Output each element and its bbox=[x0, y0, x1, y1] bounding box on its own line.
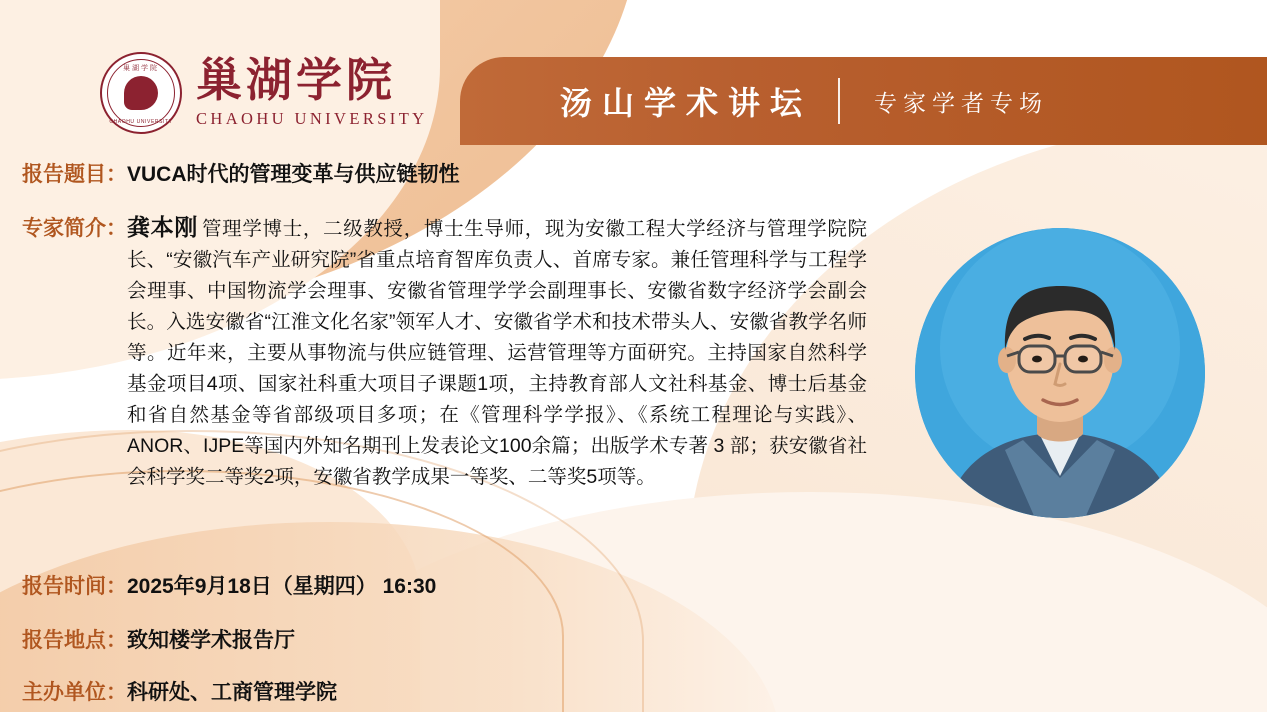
topic-label: 报告题目： bbox=[22, 163, 127, 186]
organizer-label: 主办单位： bbox=[22, 681, 127, 704]
banner-subtitle: 专家学者专场 bbox=[874, 90, 1049, 116]
speaker-portrait bbox=[915, 228, 1205, 518]
poster-header bbox=[0, 0, 1267, 145]
university-name-en: CHAOHU UNIVERSITY bbox=[196, 109, 428, 129]
bio-label: 专家简介： bbox=[22, 217, 127, 240]
university-name-block bbox=[196, 55, 428, 129]
banner-divider bbox=[838, 78, 840, 124]
place-label: 报告地点： bbox=[22, 629, 127, 652]
topic-row bbox=[22, 158, 460, 188]
place-row bbox=[22, 624, 295, 654]
time-row bbox=[22, 570, 436, 600]
bio-text: 管理学博士，二级教授，博士生导师，现为安徽工程大学经济与管理学院院长、“安徽汽车产业研究院”省重点培育智库负责人、首席专家。兼任管理科学与工程学会理事、中国物流学会理事、安徽省管理学学会副理事长、安徽省数字经济学会副会长。入选安徽省“江淮文化名家”领军人才、安徽省学术和技术带头人、安徽省教学名师等。近年来，主要从事物流与供应链管理、运营管理等方面研究。主持国家自然科学基金项目4项、国家社科重大项目子课题1项，主持教育部人文社科基金、博士后基金和省自然基金等省部级项目多项；在《管理科学学报》、《系统工程理论与实践》、ANOR、IJPE等国内外知名期刊上发表论文100余篇；出版学术专著 3 部；获安徽省社会科学奖二等奖2项，安徽省教学成果一等奖、二等奖5项等。 bbox=[127, 218, 867, 488]
time-label: 报告时间： bbox=[22, 575, 127, 598]
lecture-banner bbox=[460, 57, 1267, 145]
university-seal-icon bbox=[100, 52, 182, 134]
seal-top-text: 巢湖学院 bbox=[123, 65, 159, 72]
place-value: 致知楼学术报告厅 bbox=[127, 629, 295, 652]
university-logo bbox=[100, 52, 428, 134]
university-name-cn: 巢湖学院 bbox=[196, 55, 396, 107]
organizer-row bbox=[22, 676, 337, 706]
bio-body bbox=[127, 212, 867, 493]
banner-title: 汤山学术讲坛 bbox=[560, 85, 813, 121]
topic-value: VUCA时代的管理变革与供应链韧性 bbox=[127, 163, 460, 186]
bio-row bbox=[22, 212, 867, 493]
time-value: 2025年9月18日（星期四） 16:30 bbox=[127, 575, 437, 598]
seal-bottom-text: CHAOHU UNIVERSITY bbox=[109, 119, 173, 125]
organizer-value: 科研处、工商管理学院 bbox=[127, 681, 337, 704]
seal-core-shape bbox=[124, 76, 158, 110]
speaker-name: 龚本刚 bbox=[127, 214, 199, 240]
portrait-illustration bbox=[915, 228, 1205, 518]
